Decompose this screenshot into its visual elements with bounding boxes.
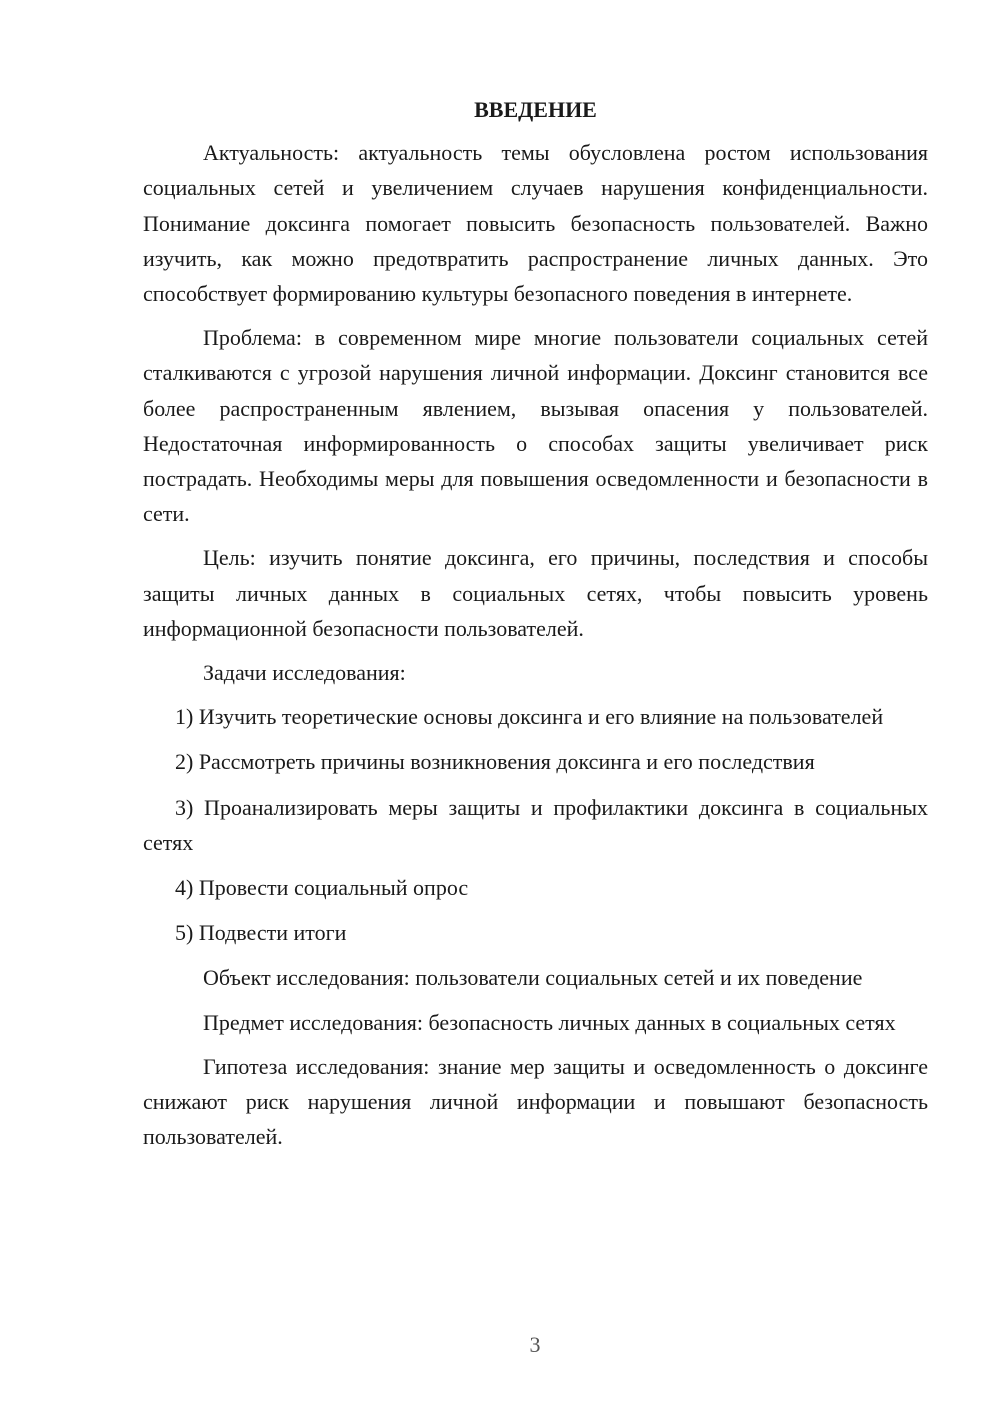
task-item-4: 4) Провести социальный опрос (175, 875, 469, 901)
paragraph-hypothesis: Гипотеза исследования: знание мер защиты и осведомленность о доксинге снижают риск нарушения личной информации и повышают безопасность пользователей. (143, 1053, 928, 1150)
page-content (143, 92, 928, 1163)
paragraph-relevance: Актуальность: актуальность темы обусловлена ростом использования социальных сетей и увеличением случаев нарушения конфиденциальности. Понимание доксинга помогает повысить безопасность пользователей. Важно изучить, как можно предотвратить распространение личных данных. Это способствует формированию культуры безопасного поведения в интернете. (143, 140, 928, 307)
paragraph-tasks-heading: Задачи исследования: (203, 660, 406, 686)
task-item-2: 2) Рассмотреть причины возникновения доксинга и его последствия (175, 749, 815, 775)
paragraph-goal: Цель: изучить понятие доксинга, его причины, последствия и способы защиты личных данных в социальных сетях, чтобы повысить уровень информационной безопасности пользователей. (143, 545, 928, 641)
paragraph-object: Объект исследования: пользователи социальных сетей и их поведение (203, 965, 863, 991)
task-item-5: 5) Подвести итоги (175, 920, 347, 946)
paragraph-problem: Проблема: в современном мире многие пользователи социальных сетей сталкиваются с угрозой нарушения личной информации. Доксинг становится все более распространенным явлением, вызывая опасения у пользователей. Недостаточная информированность о способах защиты увеличивает риск пострадать. Необходимы меры для повышения осведомленности и безопасности в сети. (143, 325, 928, 527)
page-number: 3 (529, 1332, 541, 1357)
paragraph-subject: Предмет исследования: безопасность личных данных в социальных сетях (203, 1009, 896, 1035)
task-item-1: 1) Изучить теоретические основы доксинга и его влияние на пользователей (175, 704, 884, 730)
task-item-3: 3) Проанализировать меры защиты и профилактики доксинга в социальных сетях (143, 794, 928, 855)
section-title: ВВЕДЕНИЕ (474, 97, 597, 122)
